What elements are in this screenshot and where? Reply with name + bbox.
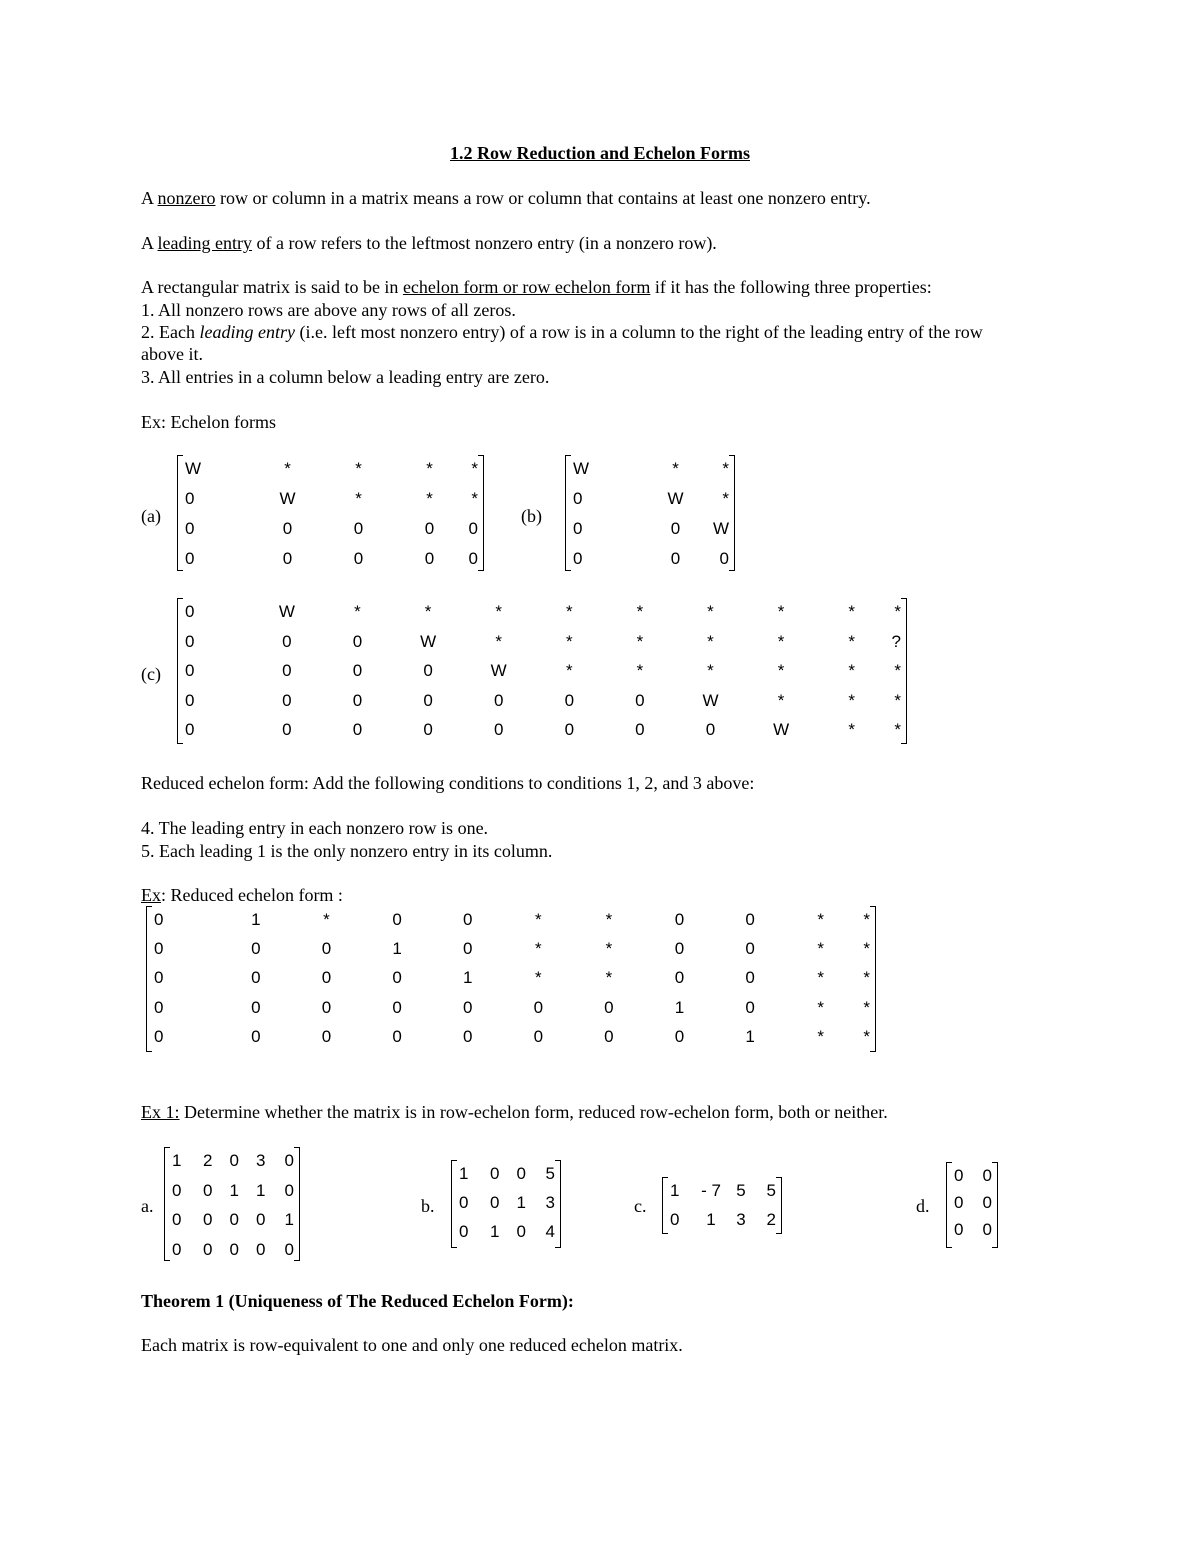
matrix-entry: * bbox=[848, 602, 855, 621]
matrix-entry: * bbox=[534, 939, 542, 959]
matrix-entry: 0 bbox=[468, 549, 478, 568]
matrix-entry: * bbox=[323, 910, 330, 929]
matrix-entry: 0 bbox=[745, 968, 755, 988]
matrix-entry: * bbox=[894, 690, 901, 710]
matrix-entry: 2 bbox=[203, 1151, 213, 1170]
matrix-entry: 0 bbox=[954, 1166, 964, 1185]
matrix-entry: 0 bbox=[321, 997, 332, 1017]
property-3: 3. All entries in a column below a leading entry are zero. bbox=[141, 367, 550, 387]
matrix-entry: 1 bbox=[251, 910, 261, 929]
example-1-prompt bbox=[141, 1101, 888, 1123]
matrix-entry: 0 bbox=[392, 1026, 402, 1046]
matrix-entry: 0 bbox=[185, 631, 195, 651]
property-2 bbox=[141, 321, 983, 343]
left-bracket bbox=[164, 1147, 170, 1261]
matrix-entry: 5 bbox=[736, 1181, 746, 1200]
matrix-entry: 1 bbox=[392, 939, 402, 959]
matrix-entry: 0 bbox=[423, 661, 433, 680]
matrix-entry: * bbox=[672, 459, 679, 478]
left-bracket bbox=[146, 906, 152, 1052]
echelon-forms-label: Ex: Echelon forms bbox=[141, 412, 276, 432]
right-bracket bbox=[729, 455, 735, 571]
matrix-entry: 0 bbox=[674, 968, 685, 988]
matrix-entry: 0 bbox=[229, 1239, 239, 1259]
matrix-entry: 1 bbox=[490, 1222, 500, 1241]
matrix-entry: * bbox=[817, 910, 824, 929]
right-bracket bbox=[294, 1147, 300, 1261]
matrix-entry: 0 bbox=[392, 968, 402, 988]
matrix-entry: 0 bbox=[604, 997, 614, 1017]
property-5: 5. Each leading 1 is the only nonzero entry in its column. bbox=[141, 841, 553, 861]
matrix-entry: 0 bbox=[352, 661, 363, 680]
matrix-entry: 0 bbox=[203, 1180, 213, 1200]
matrix-c bbox=[177, 598, 907, 744]
matrix-entry: W bbox=[185, 459, 202, 478]
matrix-entry: 0 bbox=[321, 1026, 332, 1046]
matrix-entry: * bbox=[848, 661, 855, 680]
matrix-entry: 0 bbox=[423, 690, 433, 710]
right-bracket bbox=[555, 1160, 561, 1248]
matrix-entry: 0 bbox=[745, 939, 755, 959]
label-c: (c) bbox=[141, 664, 161, 684]
ex1-matrix-b bbox=[451, 1160, 561, 1248]
matrix-entry: 0 bbox=[604, 1026, 614, 1046]
matrix-entry: 0 bbox=[392, 910, 402, 929]
matrix-entry: 0 bbox=[352, 720, 363, 739]
matrix-entry: * bbox=[863, 997, 870, 1017]
matrix-entry: 0 bbox=[674, 1026, 685, 1046]
matrix-entry: 0 bbox=[282, 631, 292, 651]
ex1-post: Determine whether the matrix is in row-echelon form, reduced row-echelon form, both or neither. bbox=[179, 1102, 888, 1122]
matrix-entry: 0 bbox=[185, 489, 195, 508]
matrix-entry: 0 bbox=[251, 968, 261, 988]
matrix-entry: 0 bbox=[982, 1166, 992, 1185]
matrix-entry: 0 bbox=[745, 910, 755, 929]
matrix-entry: 0 bbox=[321, 968, 332, 988]
matrix-entry: 0 bbox=[284, 1180, 294, 1200]
matrix-entry: 0 bbox=[462, 997, 473, 1017]
matrix-entry: 0 bbox=[229, 1210, 239, 1229]
matrix-entry: 0 bbox=[719, 549, 729, 568]
matrix-entry: 0 bbox=[573, 519, 583, 538]
matrix-entry: 0 bbox=[490, 1164, 500, 1183]
matrix-entry: * bbox=[605, 939, 613, 959]
echelon-term: echelon form or row echelon form bbox=[402, 277, 651, 297]
matrix-entry: W bbox=[712, 519, 729, 538]
left-bracket bbox=[662, 1177, 668, 1234]
ex1-term: Ex 1: bbox=[141, 1102, 180, 1122]
matrix-entry: 0 bbox=[282, 549, 293, 568]
matrix-entry: 2 bbox=[766, 1210, 776, 1229]
matrix-entry: * bbox=[863, 939, 870, 959]
reduced-intro: Reduced echelon form: Add the following conditions to conditions 1, 2, and 3 above: bbox=[141, 773, 755, 793]
right-bracket bbox=[901, 598, 907, 744]
matrix-entry: 0 bbox=[284, 1151, 294, 1170]
prop2-post: (i.e. left most nonzero entry) of a row is in a column to the right of the leading entry of the row bbox=[294, 322, 983, 342]
matrix-entry: 0 bbox=[185, 519, 195, 538]
matrix-entry: 0 bbox=[172, 1239, 182, 1259]
matrix-entry: 1 bbox=[674, 997, 685, 1017]
matrix-entry: 0 bbox=[462, 1026, 473, 1046]
right-bracket bbox=[870, 906, 876, 1052]
matrix-entry: 5 bbox=[766, 1181, 776, 1200]
matrix-entry: 0 bbox=[462, 939, 473, 959]
matrix-entry: ? bbox=[891, 631, 901, 651]
matrix-entry: W bbox=[279, 489, 296, 508]
matrix-entry: - 7 bbox=[701, 1181, 721, 1200]
matrix-entry: 1 bbox=[284, 1210, 294, 1229]
matrix-entry: 0 bbox=[392, 997, 402, 1017]
matrix-entry: * bbox=[636, 631, 644, 651]
matrix-entry: W bbox=[490, 661, 507, 680]
matrix-entry: * bbox=[565, 631, 573, 651]
matrix-entry: 0 bbox=[251, 939, 261, 959]
prop2-pre: 2. Each bbox=[141, 322, 200, 342]
matrix-entry: * bbox=[817, 968, 824, 988]
matrix-entry: * bbox=[777, 631, 785, 651]
matrix-entry: 0 bbox=[462, 910, 473, 929]
matrix-entry: 0 bbox=[516, 1164, 526, 1183]
matrix-entry: 0 bbox=[154, 997, 164, 1017]
matrix-entry: 0 bbox=[705, 720, 716, 739]
echelon-pre: A rectangular matrix is said to be in bbox=[141, 277, 403, 297]
matrix-entry: 0 bbox=[424, 519, 435, 538]
property-1: 1. All nonzero rows are above any rows of all zeros. bbox=[141, 300, 516, 320]
matrix-entry: W bbox=[773, 720, 790, 739]
matrix-entry: 0 bbox=[282, 519, 293, 538]
leading-entry-definition bbox=[141, 232, 717, 254]
matrix-entry: 1 bbox=[256, 1180, 266, 1200]
leading-post: of a row refers to the leftmost nonzero entry (in a nonzero row). bbox=[251, 233, 717, 253]
matrix-entry: 0 bbox=[670, 519, 681, 538]
matrix-entry: * bbox=[471, 489, 478, 508]
matrix-entry: * bbox=[565, 602, 573, 621]
matrix-entry: 0 bbox=[229, 1151, 239, 1170]
matrix-entry: 1 bbox=[462, 968, 473, 988]
matrix-entry: * bbox=[863, 910, 870, 929]
matrix-entry: 0 bbox=[251, 997, 261, 1017]
matrix-entry: * bbox=[777, 661, 785, 680]
matrix-entry: 0 bbox=[185, 549, 195, 568]
matrix-entry: * bbox=[817, 1026, 824, 1046]
matrix-entry: 1 bbox=[172, 1151, 182, 1170]
right-bracket bbox=[478, 455, 484, 571]
matrix-entry: * bbox=[534, 910, 542, 929]
matrix-entry: * bbox=[777, 602, 785, 621]
matrix-entry: 0 bbox=[493, 720, 504, 739]
matrix-entry: 0 bbox=[185, 661, 195, 680]
echelon-definition bbox=[141, 276, 932, 298]
matrix-entry: 0 bbox=[423, 720, 433, 739]
ex1-matrix-c bbox=[662, 1177, 782, 1234]
page-title: 1.2 Row Reduction and Echelon Forms bbox=[449, 143, 750, 163]
reduced-example-label bbox=[141, 884, 343, 906]
nonzero-definition bbox=[141, 187, 871, 209]
matrix-entry: * bbox=[426, 489, 433, 508]
matrix-entry: 0 bbox=[670, 549, 681, 568]
matrix-entry: * bbox=[777, 690, 785, 710]
nonzero-post: row or column in a matrix means a row or column that contains at least one nonzero entry. bbox=[215, 188, 871, 208]
matrix-entry: * bbox=[354, 602, 361, 621]
matrix-entry: * bbox=[722, 459, 729, 478]
label-b: (b) bbox=[521, 506, 542, 526]
matrix-entry: 0 bbox=[251, 1026, 261, 1046]
matrix-entry: 0 bbox=[154, 968, 164, 988]
matrix-entry: * bbox=[848, 690, 855, 710]
left-bracket bbox=[177, 598, 183, 744]
matrix-entry: * bbox=[722, 489, 729, 508]
matrix-entry: 0 bbox=[954, 1193, 964, 1212]
matrix-entry: 0 bbox=[256, 1239, 266, 1259]
matrix-entry: 0 bbox=[353, 549, 364, 568]
matrix-entry: 0 bbox=[468, 519, 478, 538]
matrix-entry: 0 bbox=[533, 1026, 544, 1046]
matrix-entry: 0 bbox=[670, 1210, 680, 1229]
matrix-entry: * bbox=[848, 631, 855, 651]
matrix-entry: 0 bbox=[282, 661, 292, 680]
matrix-entry: 0 bbox=[745, 997, 755, 1017]
matrix-entry: * bbox=[707, 661, 714, 680]
matrix-entry: * bbox=[636, 661, 644, 680]
theorem-text: Each matrix is row-equivalent to one and only one reduced echelon matrix. bbox=[141, 1335, 683, 1355]
property-2-continued: above it. bbox=[141, 344, 203, 364]
matrix-entry: 0 bbox=[154, 939, 164, 959]
matrix-entry: 3 bbox=[736, 1210, 746, 1229]
matrix-entry: 0 bbox=[154, 910, 164, 929]
matrix-entry: * bbox=[817, 939, 824, 959]
matrix-entry: 1 bbox=[745, 1026, 755, 1046]
ex-term: Ex bbox=[141, 885, 161, 905]
matrix-entry: W bbox=[573, 459, 590, 478]
matrix-entry: 0 bbox=[674, 910, 685, 929]
left-bracket bbox=[946, 1162, 952, 1248]
matrix-entry: * bbox=[636, 602, 644, 621]
prop2-term: leading entry bbox=[199, 322, 295, 342]
matrix-entry: * bbox=[355, 459, 362, 478]
left-bracket bbox=[451, 1160, 457, 1248]
matrix-entry: 0 bbox=[154, 1026, 164, 1046]
matrix-entry: * bbox=[707, 602, 714, 621]
matrix-entry: 0 bbox=[516, 1222, 526, 1241]
nonzero-pre: A bbox=[141, 188, 158, 208]
matrix-entry: 0 bbox=[353, 519, 364, 538]
matrix-entry: 0 bbox=[321, 939, 332, 959]
echelon-post: if it has the following three properties: bbox=[650, 277, 932, 297]
matrix-entry: * bbox=[495, 631, 502, 651]
matrix-entry: 0 bbox=[459, 1193, 469, 1212]
matrix-entry: * bbox=[863, 1026, 870, 1046]
matrix-entry: 0 bbox=[282, 690, 292, 710]
matrix-b bbox=[565, 455, 735, 571]
matrix-entry: 0 bbox=[459, 1222, 469, 1241]
ex1-label-c: c. bbox=[634, 1196, 647, 1216]
matrix-entry: * bbox=[565, 661, 573, 680]
matrix-entry: 0 bbox=[284, 1239, 294, 1259]
matrix-entry: 0 bbox=[493, 690, 504, 710]
matrix-reduced bbox=[146, 906, 876, 1052]
left-bracket bbox=[565, 455, 571, 571]
matrix-entry: 0 bbox=[982, 1220, 992, 1239]
matrix-entry: * bbox=[894, 720, 901, 739]
matrix-entry: 0 bbox=[674, 939, 685, 959]
matrix-entry: 0 bbox=[982, 1193, 992, 1212]
matrix-entry: 1 bbox=[516, 1193, 526, 1212]
matrix-entry: * bbox=[848, 720, 855, 739]
matrix-entry: * bbox=[534, 968, 542, 988]
matrix-entry: 0 bbox=[282, 720, 292, 739]
leading-pre: A bbox=[141, 233, 158, 253]
ex1-matrix-a bbox=[164, 1147, 300, 1261]
matrix-entry: * bbox=[471, 459, 478, 478]
matrix-entry: 0 bbox=[352, 631, 363, 651]
matrix-entry: * bbox=[426, 459, 433, 478]
matrix-entry: 0 bbox=[203, 1210, 213, 1229]
matrix-entry: 0 bbox=[635, 690, 645, 710]
matrix-entry: 0 bbox=[203, 1239, 213, 1259]
matrix-entry: W bbox=[278, 602, 295, 621]
matrix-entry: 0 bbox=[490, 1193, 500, 1212]
matrix-entry: * bbox=[424, 602, 432, 621]
matrix-entry: 1 bbox=[706, 1210, 716, 1229]
matrix-entry: 0 bbox=[185, 720, 195, 739]
property-4: 4. The leading entry in each nonzero row is one. bbox=[141, 818, 489, 838]
matrix-entry: * bbox=[605, 968, 613, 988]
nonzero-term: nonzero bbox=[157, 188, 216, 208]
matrix-entry: W bbox=[420, 631, 437, 651]
ex-post: : Reduced echelon form : bbox=[161, 885, 343, 905]
matrix-entry: * bbox=[707, 631, 714, 651]
right-bracket bbox=[992, 1162, 998, 1248]
matrix-entry: 0 bbox=[172, 1210, 182, 1229]
matrix-entry: W bbox=[667, 489, 684, 508]
matrix-entry: 1 bbox=[459, 1164, 469, 1183]
matrix-entry: * bbox=[817, 997, 824, 1017]
matrix-entry: 0 bbox=[352, 690, 363, 710]
matrix-entry: 0 bbox=[573, 489, 583, 508]
matrix-entry: * bbox=[863, 968, 870, 988]
matrix-entry: 1 bbox=[229, 1180, 239, 1200]
matrix-entry: 0 bbox=[185, 690, 195, 710]
matrix-entry: 3 bbox=[256, 1151, 266, 1170]
matrix-entry: 0 bbox=[573, 549, 583, 568]
left-bracket bbox=[177, 455, 183, 571]
matrix-entry: W bbox=[702, 690, 719, 710]
ex1-label-a: a. bbox=[141, 1196, 154, 1216]
matrix-entry: * bbox=[894, 661, 901, 680]
label-a: (a) bbox=[141, 506, 161, 526]
matrix-entry: 5 bbox=[545, 1164, 555, 1183]
matrix-entry: * bbox=[894, 602, 901, 621]
matrix-entry: 0 bbox=[533, 997, 544, 1017]
matrix-entry: * bbox=[495, 602, 502, 621]
matrix-entry: 0 bbox=[564, 690, 575, 710]
matrix-entry: 0 bbox=[635, 720, 645, 739]
ex1-label-b: b. bbox=[421, 1196, 435, 1216]
matrix-entry: 0 bbox=[256, 1210, 266, 1229]
right-bracket bbox=[776, 1177, 782, 1234]
matrix-entry: 0 bbox=[185, 602, 195, 621]
matrix-entry: * bbox=[284, 459, 291, 478]
matrix-entry: 0 bbox=[954, 1220, 964, 1239]
matrix-entry: 0 bbox=[424, 549, 435, 568]
matrix-entry: 3 bbox=[545, 1193, 555, 1212]
matrix-entry: 4 bbox=[545, 1222, 555, 1241]
matrix-entry: 0 bbox=[564, 720, 575, 739]
theorem-title: Theorem 1 (Uniqueness of The Reduced Echelon Form): bbox=[141, 1291, 574, 1311]
ex1-label-d: d. bbox=[916, 1196, 930, 1216]
ex1-matrix-d bbox=[946, 1162, 998, 1248]
matrix-entry: * bbox=[605, 910, 613, 929]
leading-term: leading entry bbox=[157, 233, 252, 253]
matrix-entry: * bbox=[355, 489, 362, 508]
matrix-entry: 1 bbox=[670, 1181, 680, 1200]
matrix-a bbox=[177, 455, 484, 571]
matrix-entry: 0 bbox=[172, 1180, 182, 1200]
